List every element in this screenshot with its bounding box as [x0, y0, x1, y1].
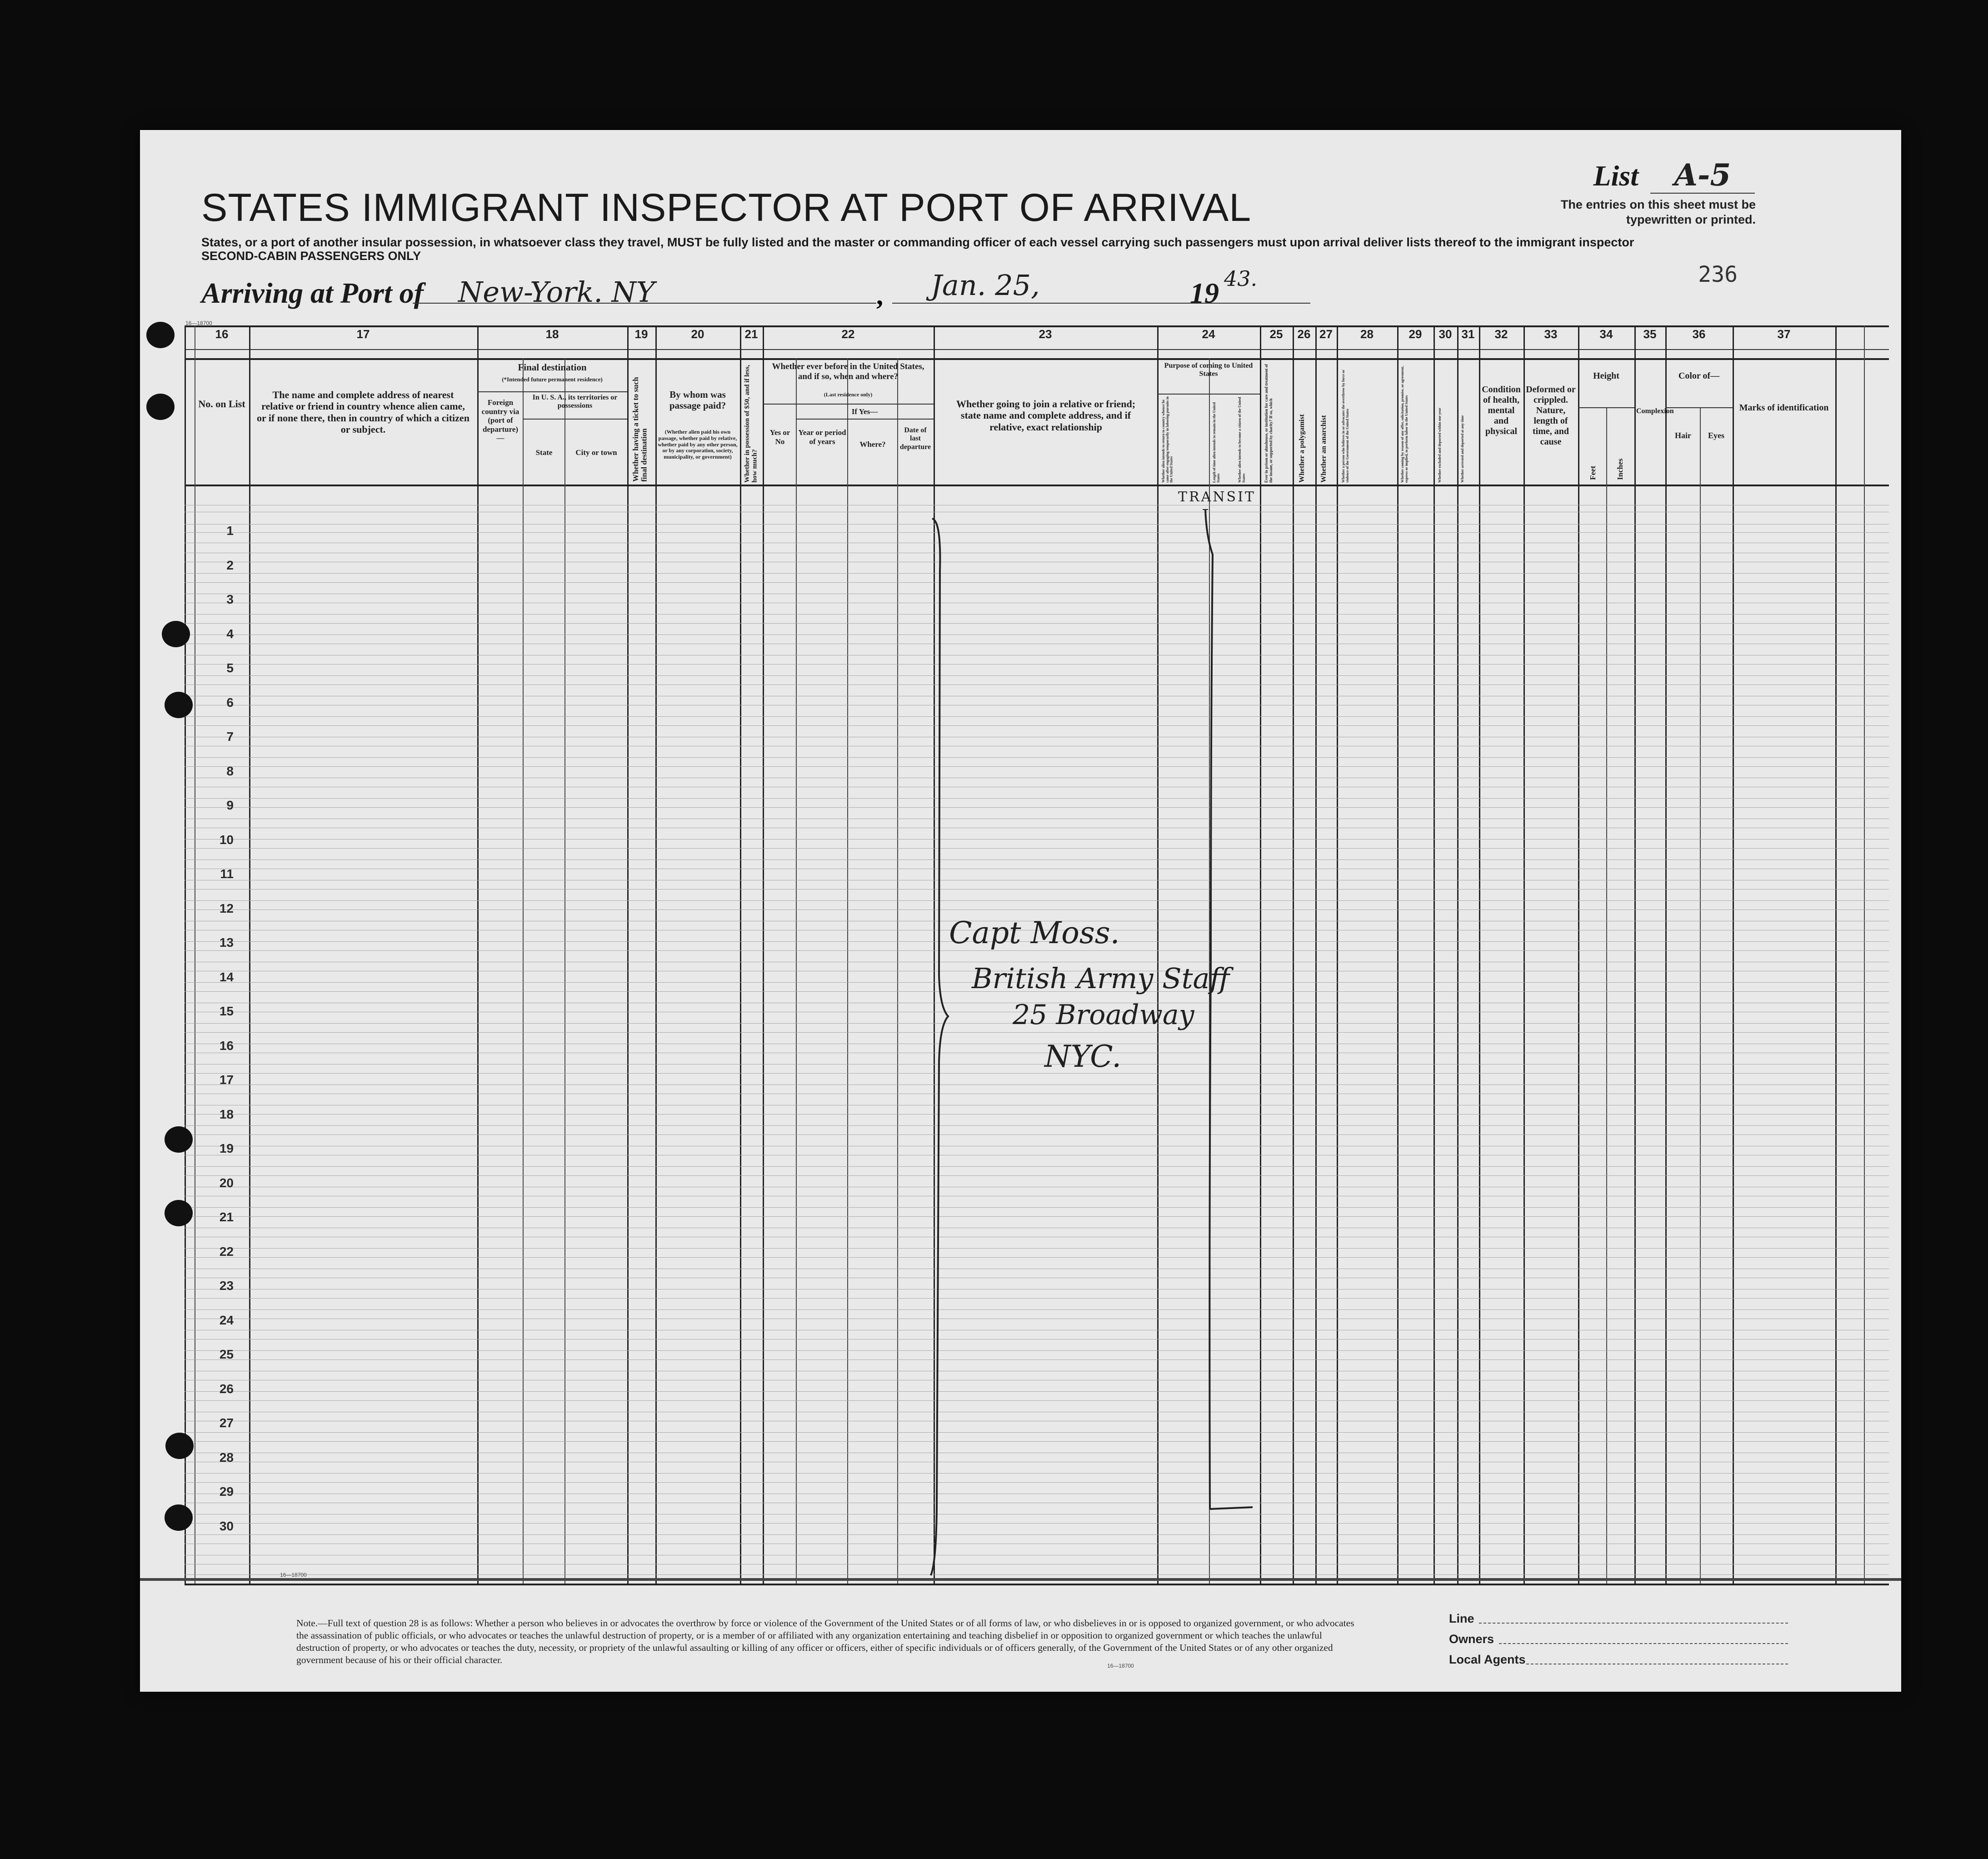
- contact-bracket: [930, 516, 957, 1580]
- row-number: 27: [219, 1416, 234, 1430]
- year-prefix: 19: [1190, 277, 1219, 309]
- row-number: 18: [219, 1107, 234, 1121]
- row-number: 11: [220, 867, 234, 881]
- header-deported: Whether arrested and deported at any time: [1460, 415, 1464, 483]
- header-deformed: Deformed or crippled. Nature, length of time, and cause: [1526, 385, 1576, 447]
- header-polygamist: Whether a polygamist: [1298, 414, 1306, 483]
- header-purpose-return: Whether alien intends to return to country whence he came after engaging temporarily in laboring pursuits in the United States: [1161, 396, 1174, 483]
- port-value: New-York. NY: [458, 275, 655, 309]
- colnum-28: 28: [1360, 327, 1374, 341]
- form-code-bottom-table: 16—18700: [280, 1572, 307, 1578]
- header-no-on-list: No. on List: [198, 398, 245, 410]
- row-number: 5: [226, 661, 234, 675]
- header-final-destination: Final destination: [518, 362, 587, 373]
- header-eyes: Eyes: [1708, 431, 1724, 440]
- row-number: 26: [219, 1382, 234, 1396]
- passenger-class-line: SECOND-CABIN PASSENGERS ONLY: [201, 249, 421, 263]
- header-excluded: Whether excluded and deported within one year: [1438, 408, 1442, 483]
- header-fifty-dollars: Whether in possession of $50, and if less, how much?: [744, 365, 759, 483]
- header-date-departure: Date of last departure: [899, 426, 931, 451]
- colnum-24: 24: [1202, 327, 1215, 341]
- form-instructions: States, or a port of another insular possession, in whatsoever class they travel, MUST be fully listed and the master or commanding officer of each vessel carrying such passengers must upon arrival deliver lists thereof to the immigrant inspector: [201, 235, 1634, 249]
- header-yes-or-no: Yes or No: [769, 428, 790, 446]
- header-inches: Inches: [1616, 458, 1624, 480]
- row-number: 19: [219, 1141, 234, 1155]
- list-value: A-5: [1674, 157, 1731, 193]
- row-number: 17: [219, 1073, 234, 1087]
- row-number: 15: [219, 1004, 234, 1018]
- arriving-label: Arriving at Port of: [201, 277, 424, 309]
- row-number: 21: [219, 1210, 234, 1224]
- row-number: 30: [219, 1519, 234, 1533]
- header-health: Condition of health, mental and physical: [1482, 385, 1521, 436]
- date-underline: [892, 303, 1310, 304]
- header-purpose-citizen: Whether alien intends to become a citizen of the United States: [1238, 397, 1246, 483]
- row-number: 24: [219, 1313, 234, 1327]
- form-title: STATES IMMIGRANT INSPECTOR AT PORT OF ARRIVAL: [201, 186, 1252, 230]
- header-anarchist: Whether an anarchist: [1320, 415, 1328, 483]
- header-passage-paid-sub: (Whether alien paid his own passage, whether paid by relative, whether paid by any other person, or by any corporation, society, municipality, or government): [658, 429, 738, 460]
- row-number: 10: [219, 833, 234, 847]
- header-city: City or town: [575, 448, 617, 457]
- colnum-19: 19: [634, 327, 648, 341]
- list-label-text: List: [1593, 160, 1638, 192]
- header-ticket: Whether having a ticket to such final destination: [631, 377, 649, 482]
- colnum-26: 26: [1297, 327, 1311, 341]
- row-number: 8: [226, 764, 234, 778]
- row-number: 2: [226, 558, 234, 572]
- punch-hole: [165, 1126, 193, 1153]
- row-number: 25: [219, 1347, 234, 1361]
- header-state: State: [535, 448, 553, 457]
- colnum-36: 36: [1692, 327, 1706, 341]
- header-labor-offer: Whether coming by reason of any offer, solicitation, promise, or agreement, express or implied, to perform labor in the United States: [1400, 366, 1409, 483]
- colnum-21: 21: [744, 327, 758, 341]
- transit-ditto-line: [1184, 509, 1266, 1518]
- header-where: Where?: [859, 440, 886, 449]
- row-number: 4: [226, 627, 234, 641]
- colnum-16: 16: [215, 327, 229, 341]
- header-overthrow: Whether a person who believes in or advocates the overthrow by force or violence of the Government of the United States: [1341, 370, 1349, 483]
- date-value: Jan. 25,: [931, 269, 1040, 302]
- colnum-33: 33: [1544, 327, 1558, 341]
- local-agents-label: Local Agents: [1449, 1653, 1526, 1666]
- punch-hole: [165, 1200, 193, 1226]
- row-number: 9: [226, 798, 234, 812]
- owners-field[interactable]: [1499, 1643, 1788, 1644]
- colnum-34: 34: [1599, 327, 1613, 341]
- punch-hole: [165, 1433, 194, 1459]
- header-in-usa: In U. S. A., its territories or possessions: [532, 394, 618, 410]
- row-number: 3: [226, 592, 234, 606]
- colnum-20: 20: [691, 327, 704, 341]
- header-complexion: Complexion: [1636, 407, 1674, 415]
- punch-hole: [146, 394, 175, 420]
- header-join-relative: Whether going to join a relative or friend; state name and complete address, and if relative, exact relationship: [956, 398, 1136, 433]
- row-number: 7: [226, 730, 234, 744]
- punch-hole: [162, 621, 190, 647]
- colnum-37: 37: [1777, 327, 1791, 341]
- year-suffix: 43.: [1224, 266, 1258, 291]
- row-number: 22: [219, 1244, 234, 1259]
- header-color-of: Color of—: [1678, 371, 1720, 381]
- colnum-22: 22: [841, 327, 855, 341]
- header-purpose: Purpose of coming to United States: [1164, 362, 1253, 378]
- row-number: 20: [219, 1176, 234, 1190]
- header-purpose-length: Length of time alien intends to remain in the United States: [1212, 402, 1220, 483]
- manifest-sheet: [140, 130, 1901, 1692]
- contact-line-3: 25 Broadway: [1013, 999, 1194, 1031]
- colnum-18: 18: [545, 327, 559, 341]
- colnum-29: 29: [1409, 327, 1422, 341]
- header-feet: Feet: [1588, 465, 1597, 480]
- owners-label: Owners: [1449, 1632, 1494, 1646]
- colnum-25: 25: [1269, 327, 1283, 341]
- colnum-35: 35: [1643, 327, 1657, 341]
- header-year-period: Year or period of years: [798, 428, 846, 446]
- header-marks: Marks of identification: [1739, 403, 1829, 413]
- colnum-32: 32: [1494, 327, 1508, 341]
- line-label: Line: [1449, 1612, 1474, 1625]
- contact-line-2: British Army Staff: [972, 962, 1230, 995]
- punch-hole: [165, 692, 193, 718]
- row-number: 1: [226, 524, 234, 538]
- footnote-question-28: Note.—Full text of question 28 is as follows: Whether a person who believes in or advocates the overthrow by force or violence of the Government of the United States or of all forms of law, or who disbelieves in or is opposed to organized government, or who advocates the assassination of public officials, or who advocates or teaches the unlawful destruction of property, or is a member of or affiliated with any organization entertaining and teaching disbelief in or opposition to organized government or which teaches the unlawful destruction of property, or who advocates or teaches the duty, necessity, or propriety of the unlawful assaulting or killing of any officer or officers, either of specific individuals or of officers generally, of the Government of the United States or of any other organized government because of his or their official character.: [296, 1618, 1354, 1665]
- line-field[interactable]: [1479, 1623, 1788, 1624]
- comma-separator: ,: [876, 280, 883, 310]
- row-number: 14: [219, 970, 234, 984]
- row-number: 12: [219, 901, 234, 915]
- arriving-line: [201, 276, 424, 310]
- header-hair: Hair: [1675, 431, 1691, 440]
- colnum-17: 17: [356, 327, 370, 341]
- row-number: 16: [219, 1039, 234, 1053]
- row-number: 23: [219, 1279, 234, 1293]
- header-nearest-relative: The name and complete address of nearest relative or friend in country whence alien came, or if none there, then in country of which a citizen or subject.: [257, 389, 470, 435]
- list-label: [1593, 157, 1755, 194]
- header-ever-before-sub: (Last residence only): [824, 391, 873, 398]
- header-height: Height: [1593, 371, 1619, 381]
- row-number: 6: [226, 695, 234, 710]
- form-code-top: 16—18700: [185, 320, 212, 326]
- list-field: [1650, 157, 1755, 194]
- colnum-23: 23: [1039, 327, 1052, 341]
- contact-line-4: NYC.: [1044, 1039, 1122, 1074]
- row-number: 28: [219, 1450, 234, 1464]
- form-code-footer: 16—18700: [1107, 1663, 1134, 1669]
- punch-hole: [165, 1504, 193, 1531]
- row-number: 13: [219, 935, 234, 949]
- header-if-yes: If Yes—: [851, 407, 878, 416]
- punch-hole: [146, 322, 175, 348]
- footer-divider: [140, 1578, 1901, 1581]
- header-ever-before: Whether ever before in the United States, and if so, when and where?: [772, 362, 924, 381]
- page-number: 236: [1698, 262, 1738, 287]
- contact-line-1: Capt Moss.: [949, 915, 1120, 950]
- entries-note: The entries on this sheet must be typewritten or printed.: [1560, 198, 1756, 226]
- header-final-destination-sub: (*Intended future permanent residence): [502, 376, 603, 383]
- colnum-27: 27: [1319, 327, 1333, 341]
- colnum-30: 30: [1439, 327, 1452, 341]
- manifest-table: [185, 325, 1889, 1584]
- row-number: 29: [219, 1484, 234, 1499]
- header-foreign-country: Foreign country via (port of departure)—: [481, 398, 519, 443]
- header-prison: Ever in prison or almshouse, or institution for care and treatment of the insane, or supported by charity? If so, which: [1264, 364, 1273, 483]
- colnum-31: 31: [1461, 327, 1475, 341]
- header-passage-paid: By whom was passage paid?: [669, 389, 726, 411]
- purpose-transit: TRANSIT: [1178, 489, 1256, 505]
